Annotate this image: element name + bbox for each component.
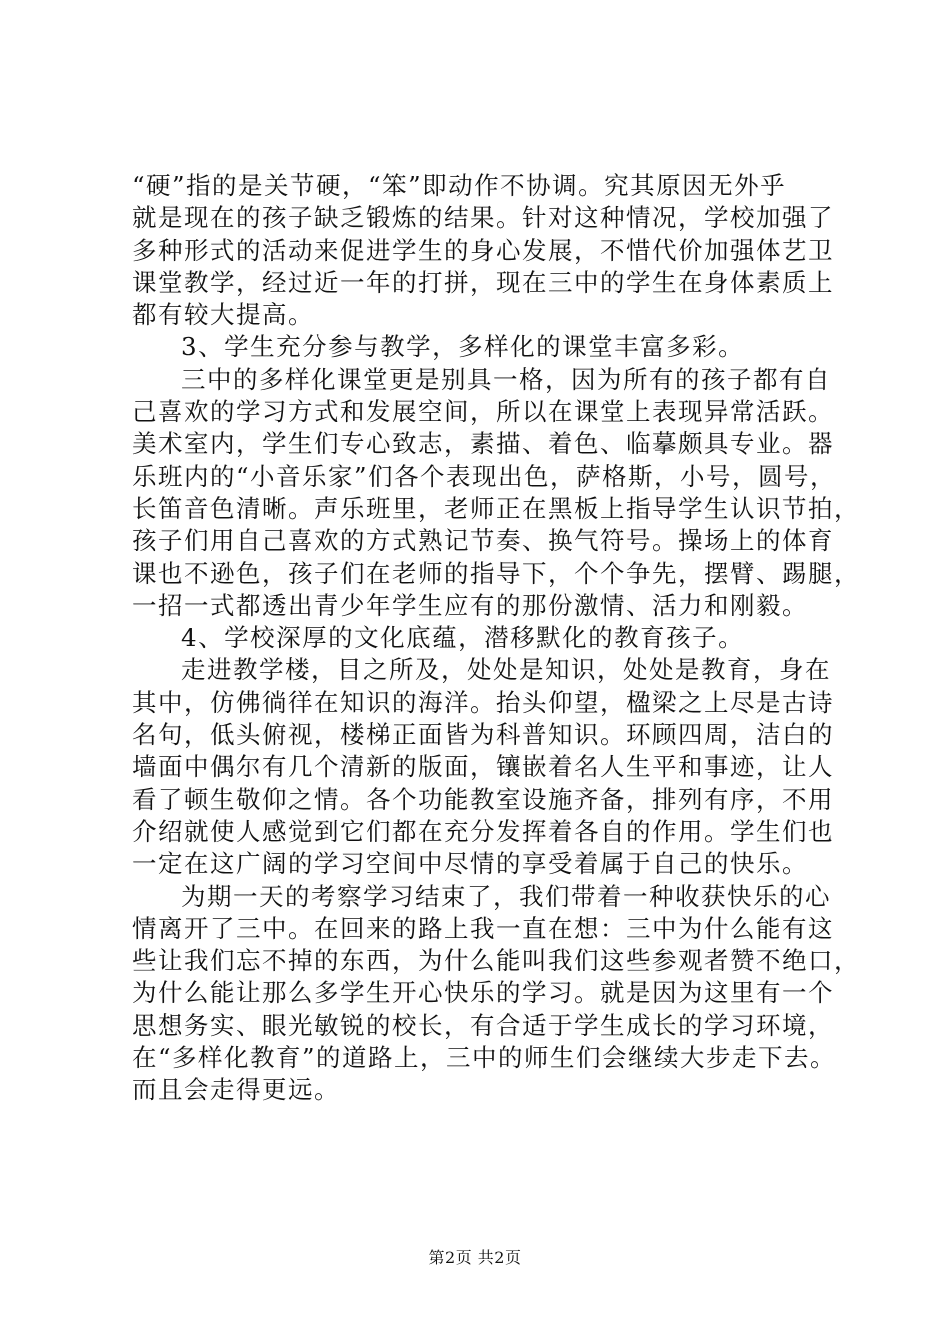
text-line: 思想务实、眼光敏锐的校长，有合适于学生成长的学习环境， [132,1010,834,1040]
text-line: 孩子们用自己喜欢的方式熟记节奏、换气符号。操场上的体育 [132,526,834,556]
text-line: 3、学生充分参与教学，多样化的课堂丰富多彩。 [181,332,745,362]
text-line: 多种形式的活动来促进学生的身心发展，不惜代价加强体艺卫 [132,235,834,265]
text-line: 乐班内的“小音乐家”们各个表现出色，萨格斯，小号，圆号， [132,461,837,491]
text-line: 一定在这广阔的学习空间中尽情的享受着属于自己的快乐。 [132,849,808,879]
text-line: 美术室内，学生们专心致志，素描、着色、临摹颇具专业。器 [132,429,834,459]
text-line: 为期一天的考察学习结束了，我们带着一种收获快乐的心 [181,881,831,911]
text-line: 其中，仿佛徜徉在知识的海洋。抬头仰望，楹梁之上尽是古诗 [132,687,834,717]
text-line: 长笛音色清晰。声乐班里，老师正在黑板上指导学生认识节拍， [132,493,860,523]
text-line: 而且会走得更远。 [132,1075,340,1105]
text-line: 介绍就使人感觉到它们都在充分发挥着各自的作用。学生们也 [132,816,834,846]
text-line: 课也不逊色，孩子们在老师的指导下，个个争先，摆臂、踢腿， [132,558,860,588]
text-line: 走进教学楼，目之所及，处处是知识，处处是教育，身在 [181,655,831,685]
text-line: 己喜欢的学习方式和发展空间，所以在课堂上表现异常活跃。 [132,397,834,427]
text-line: 看了顿生敬仰之情。各个功能教室设施齐备，排列有序，不用 [132,784,834,814]
text-line: 三中的多样化课堂更是别具一格，因为所有的孩子都有自 [181,364,831,394]
text-line: 为什么能让那么多学生开心快乐的学习。就是因为这里有一个 [132,978,834,1008]
text-line: 名句，低头俯视，楼梯正面皆为科普知识。环顾四周，洁白的 [132,720,834,750]
text-line: “硬”指的是关节硬，“笨”即动作不协调。究其原因无外乎 [132,171,787,200]
text-line: 4、学校深厚的文化底蕴，潜移默化的教育孩子。 [181,623,745,653]
text-line: 课堂教学，经过近一年的打拼，现在三中的学生在身体素质上 [132,267,834,297]
text-line: 一招一式都透出青少年学生应有的那份激情、活力和刚毅。 [132,590,808,620]
document-body [132,170,860,1107]
text-line: 情离开了三中。在回来的路上我一直在想：三中为什么能有这 [132,913,834,943]
text-line: 都有较大提高。 [132,300,314,330]
text-line: 在“多样化教育”的道路上，三中的师生们会继续大步走下去。 [132,1043,837,1073]
page-footer: 第2页 共2页 [428,1248,522,1267]
text-line: 墙面中偶尔有几个清新的版面，镶嵌着名人生平和事迹，让人 [132,752,834,782]
text-line: 些让我们忘不掉的东西，为什么能叫我们这些参观者赞不绝口， [132,946,860,976]
text-line: 就是现在的孩子缺乏锻炼的结果。针对这种情况，学校加强了 [132,203,834,233]
